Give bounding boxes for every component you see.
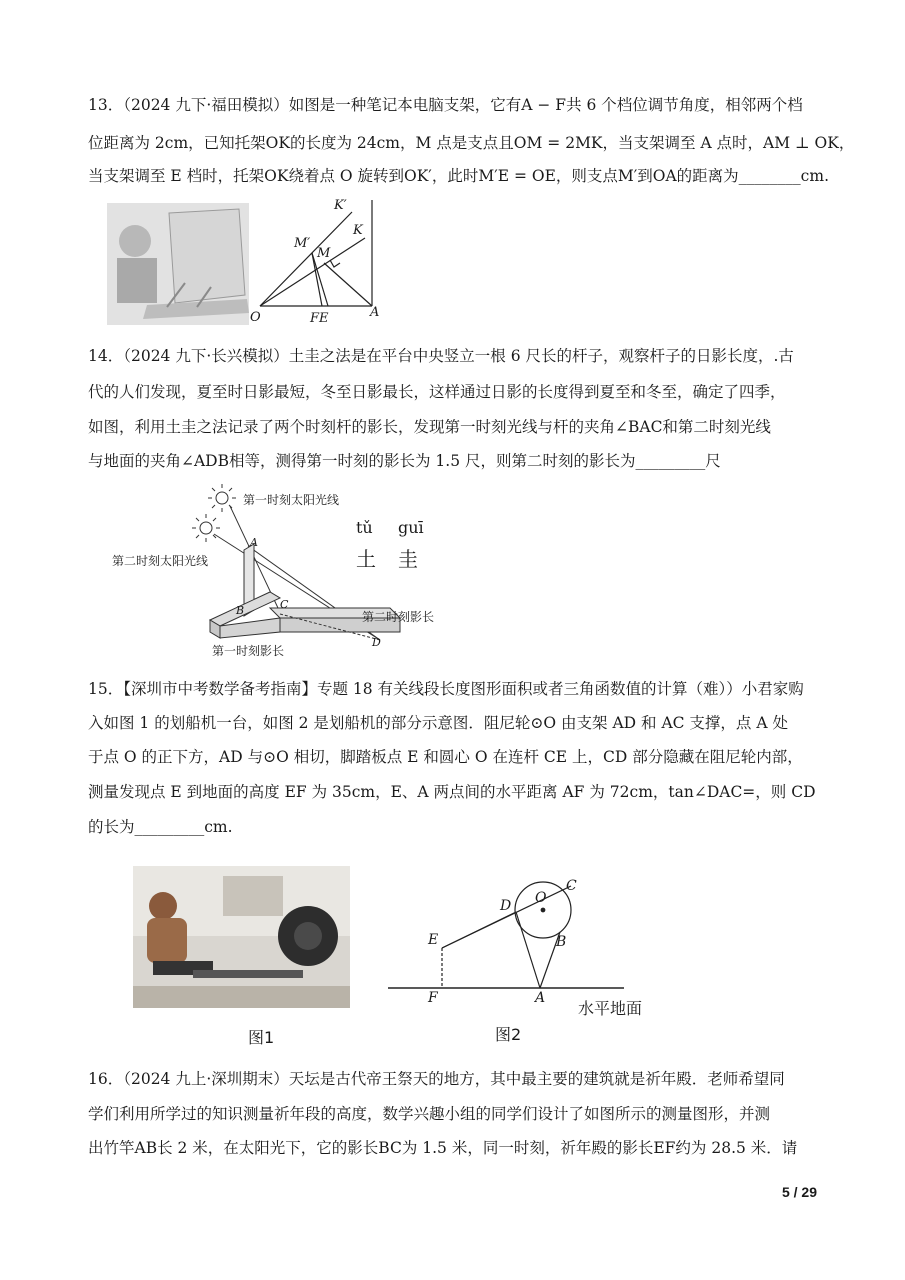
label-B-14: B [236, 604, 245, 617]
figure-1-caption: 图1 [248, 1028, 275, 1047]
q13-line-3: 当支架调至 E 档时，托架OK绕着点 O 旋转到OK′，此时M′E = OE，则支点M′到OA的距离为________cm. [88, 167, 829, 185]
pinyin-gui: guī [398, 518, 424, 537]
pinyin-tu: tǔ [356, 518, 373, 537]
q14-line-1: 14．（2024 九下·长兴模拟）土圭之法是在平台中央竖立一根 6 尺长的杆子，观察杆子的日影长度，.古 [88, 347, 794, 365]
q14-line-2: 代的人们发现，夏至时日影最短，冬至日影最长，这样通过日影的长度得到夏至和冬至，确定了四季， [88, 383, 786, 401]
figure-2-caption: 图2 [495, 1025, 522, 1044]
label-O-15: O [535, 890, 547, 906]
label-C-15: C [566, 878, 577, 894]
label-M: M [317, 246, 331, 261]
q15-line-5: 的长为_________cm. [88, 818, 233, 836]
label-A: A [370, 305, 380, 320]
label-shadow1: 第一时刻影长 [212, 644, 285, 658]
q14-line-4: 与地面的夹角∠ADB相等，测得第一时刻的影长为 1.5 尺，则第二时刻的影长为_________尺 [88, 452, 721, 470]
q15-line-2: 入如图 1 的划船机一台，如图 2 是划船机的部分示意图．阻尼轮⊙O 由支架 AD 和 AC 支撑，点 A 处 [88, 714, 788, 732]
label-K: K [353, 223, 363, 238]
q15-line-4: 测量发现点 E 到地面的高度 EF 为 35cm，E、A 两点间的水平距离 AF 为 72cm，tan∠DAC=，则 CD [88, 783, 816, 801]
q16-line-1: 16．（2024 九上·深圳期末）天坛是古代帝王祭天的地方，其中最主要的建筑就是祈年殿．老师希望同 [88, 1070, 785, 1088]
label-A-15: A [535, 990, 546, 1006]
q15-line-1: 15．【深圳市中考数学备考指南】专题 18 有关线段长度图形面积或者三角函数值的计算（难））小君家购 [88, 680, 804, 698]
page-number: 5 / 29 [781, 1184, 817, 1200]
label-D-14: D [372, 636, 381, 649]
q16-line-2: 学们利用所学过的知识测量祈年段的高度，数学兴趣小组的同学们设计了如图所示的测量图形，并测 [88, 1105, 771, 1123]
laptop-stand-photo [107, 203, 249, 325]
label-K-prime: K′ [334, 198, 347, 213]
title-gui: 圭 [398, 547, 418, 571]
label-FE: FE [310, 311, 329, 326]
q15-line-3: 于点 O 的正下方，AD 与⊙O 相切，脚踏板点 E 和圆心 O 在连杆 CE 上，CD 部分隐藏在阻尼轮内部， [88, 748, 803, 766]
label-B-15: B [556, 934, 567, 950]
label-E-15: E [428, 932, 439, 948]
label-A-14: A [250, 536, 258, 549]
label-sun2: 第二时刻太阳光线 [112, 554, 209, 568]
ground-label: 水平地面 [578, 999, 643, 1018]
label-sun1: 第一时刻太阳光线 [243, 493, 340, 507]
label-F-15: F [428, 990, 438, 1006]
title-tu: 土 [356, 547, 376, 571]
q13-line-2: 位距离为 2cm，已知托架OK的长度为 24cm，M 点是支点且OM = 2MK，当支架调至 A 点时，AM ⊥ OK， [88, 134, 855, 152]
label-C-14: C [280, 598, 289, 611]
label-shadow2: 第二时刻影长 [362, 610, 435, 624]
label-M-prime: M′ [294, 236, 311, 251]
label-O: O [250, 310, 261, 325]
q13-line-1: 13．（2024 九下·福田模拟）如图是一种笔记本电脑支架，它有A − F共 6 个档位调节角度，相邻两个档 [88, 96, 803, 114]
rowing-machine-photo [133, 866, 350, 1008]
q16-line-3: 出竹竿AB长 2 米，在太阳光下，它的影长BC为 1.5 米，同一时刻，祈年殿的影长EF约为 28.5 米．请 [88, 1139, 798, 1157]
label-D-15: D [500, 898, 512, 914]
q14-line-3: 如图，利用土圭之法记录了两个时刻杆的影长，发现第一时刻光线与杆的夹角∠BAC和第二时刻光线 [88, 418, 771, 436]
